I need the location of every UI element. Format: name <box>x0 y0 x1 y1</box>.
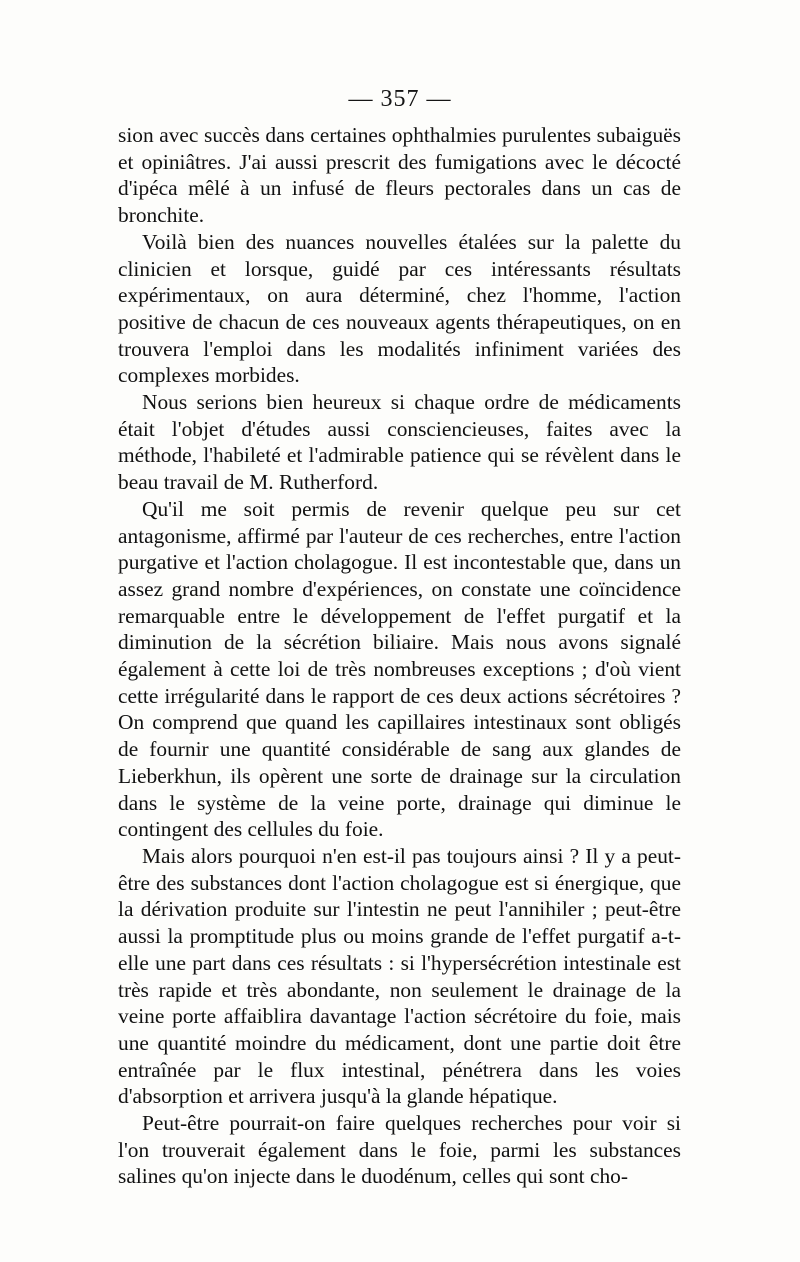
paragraph: Peut-être pourrait-on faire quelques recherches pour voir si l'on trouverait également dans le foie, parmi les substances salines qu'on injecte dans le duodénum, celles qui sont cho- <box>118 1111 681 1189</box>
body-text <box>118 122 681 1190</box>
paragraph: Voilà bien des nuances nouvelles étalées sur la palette du clinicien et lorsque, guidé par ces intéressants résultats expérimentaux, on aura déterminé, chez l'homme, l'action positive de chacun de ces nouveaux agents thérapeutiques, on en trouvera l'emploi dans les modalités infiniment variées des complexes morbides. <box>118 229 681 388</box>
paragraph: Qu'il me soit permis de revenir quelque peu sur cet antagonisme, affirmé par l'auteur de ces recherches, entre l'action purgative et l'action cholagogue. Il est incontestable que, dans un assez grand nombre d'expériences, on constate une coïncidence remarquable entre le développement de l'effet purgatif et la diminution de la sécrétion biliaire. Mais nous avons signalé également à cette loi de très nombreuses exceptions ; d'où vient cette irrégularité dans le rapport de ces deux actions sécrétoires ? On comprend que quand les capillaires intestinaux sont obligés de fournir une quantité considérable de sang aux glandes de Lieberkhun, ils opèrent une sorte de drainage sur la circulation dans le système de la veine porte, drainage qui diminue le contingent des cellules du foie. <box>118 496 681 842</box>
paragraph: Mais alors pourquoi n'en est-il pas toujours ainsi ? Il y a peut-être des substances dont l'action cholagogue est si énergique, que la dérivation produite sur l'intestin ne peut l'annihiler ; peut-être aussi la promptitude plus ou moins grande de l'effet purgatif a-t-elle une part dans ces résultats : si l'hypersécrétion intestinale est très rapide et très abondante, non seulement le drainage de la veine porte affaiblira davantage l'action sécrétoire du foie, mais une quantité moindre du médicament, dont une partie doit être entraînée par le flux intestinal, pénétrera dans les voies d'absorption et arrivera jusqu'à la glande hépatique. <box>118 843 681 1109</box>
paragraph: Nous serions bien heureux si chaque ordre de médicaments était l'objet d'études aussi consciencieuses, faites avec la méthode, l'habileté et l'admirable patience qui se révèlent dans le beau travail de M. Rutherford. <box>118 390 681 495</box>
page-number: — 357 — <box>348 86 452 112</box>
paragraph: sion avec succès dans certaines ophthalmies purulentes subaiguës et opiniâtres. J'ai aussi prescrit des fumigations avec le décocté d'ipéca mêlé à un infusé de fleurs pectorales dans un cas de bronchite. <box>118 123 681 228</box>
